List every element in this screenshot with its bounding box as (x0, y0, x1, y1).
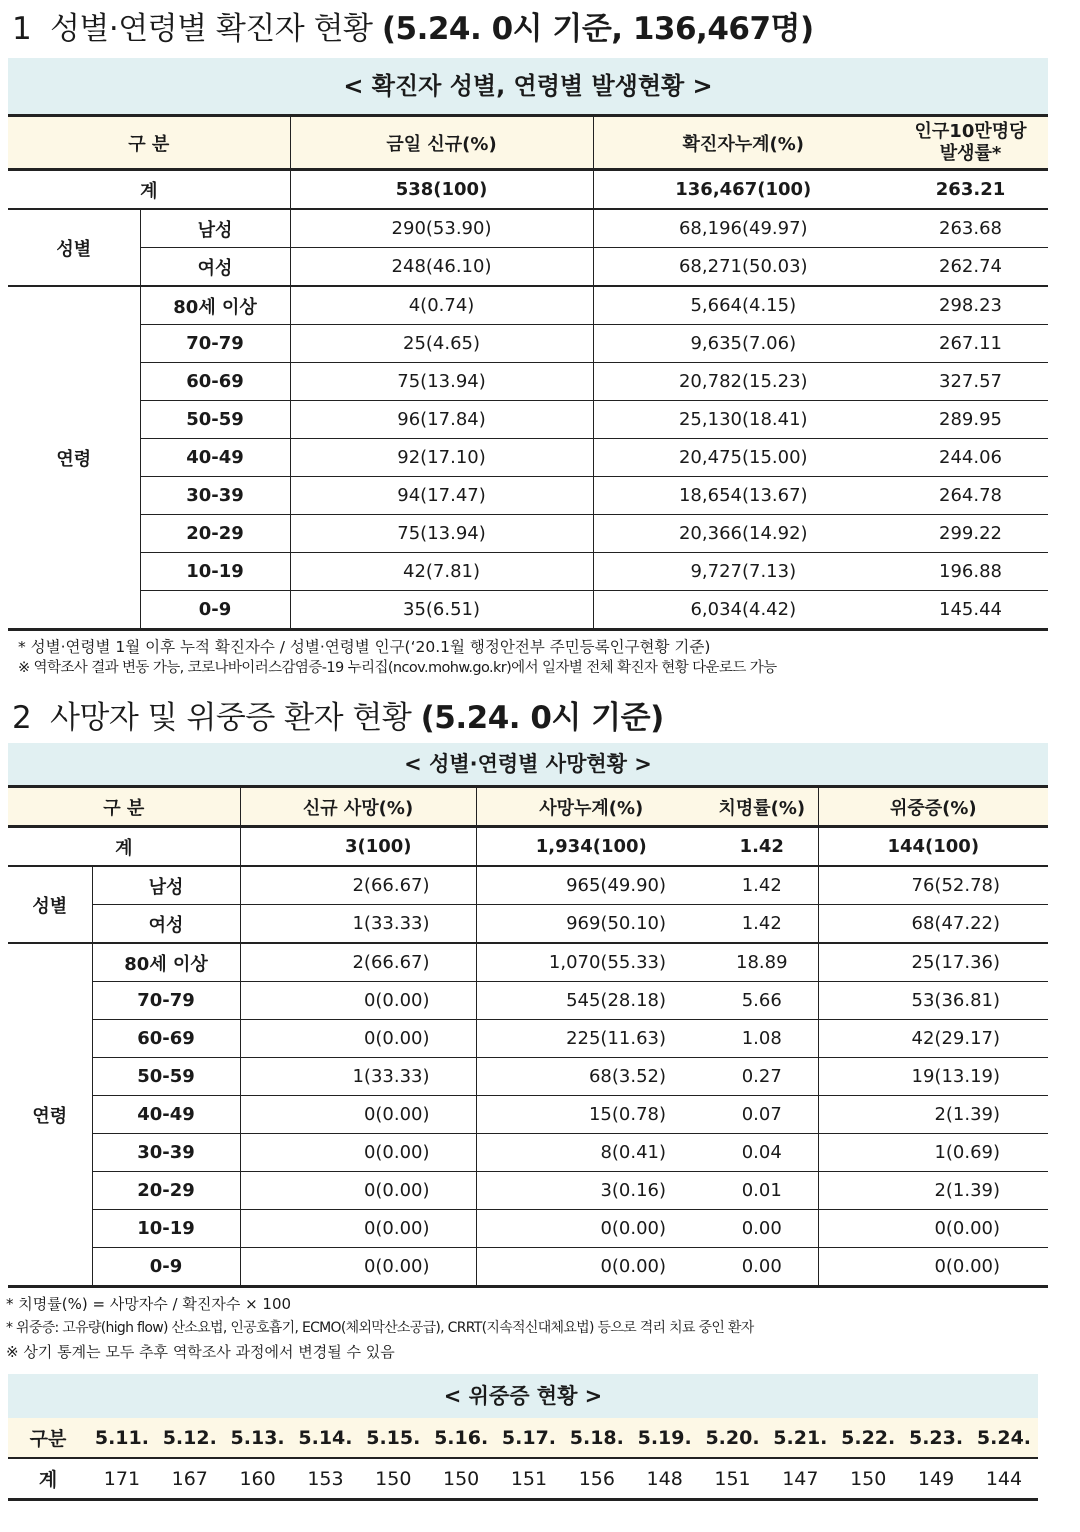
table-row (8, 1172, 1048, 1210)
row-label: 여성 (140, 248, 290, 287)
row-critical: 76(52.78) (818, 866, 1048, 905)
row-label: 남성 (140, 209, 290, 248)
row-cum: 0(0.00) (476, 1210, 706, 1248)
row-cumulative: 25,130(18.41) (593, 401, 893, 439)
section2-notes (6, 1288, 1080, 1374)
row-cum: 225(11.63) (476, 1020, 706, 1058)
row-rate: 244.06 (893, 439, 1048, 477)
row-new: 0(0.00) (240, 1172, 476, 1210)
value-cell: 150 (443, 1467, 480, 1490)
table-row (8, 1020, 1048, 1058)
row-rate: 299.22 (893, 515, 1048, 553)
row-fatality: 1.42 (706, 905, 818, 944)
row-label: 50-59 (140, 401, 290, 439)
date-cell: 5.14. (292, 1418, 360, 1458)
section1-title-text: 성별·연령별 확진자 현황 (49, 11, 373, 47)
row-label: 40-49 (92, 1096, 240, 1134)
total-new: 538(100) (290, 170, 593, 210)
sex-group-label: 성별 (8, 866, 92, 943)
row-label: 남성 (92, 866, 240, 905)
table-row (8, 439, 1048, 477)
table-row (8, 401, 1048, 439)
table-row (8, 286, 1048, 325)
row-new: 0(0.00) (240, 982, 476, 1020)
row-label: 20-29 (140, 515, 290, 553)
row-rate: 263.68 (893, 209, 1048, 248)
header-new-deaths: 신규 사망(%) (240, 787, 476, 827)
total-critical: 144(100) (818, 827, 1048, 867)
row-fatality: 18.89 (706, 943, 818, 982)
row-new: 0(0.00) (240, 1248, 476, 1287)
value-cell: 156 (578, 1467, 615, 1490)
row-critical: 68(47.22) (818, 905, 1048, 944)
row-critical: 2(1.39) (818, 1172, 1048, 1210)
row-cum: 545(28.18) (476, 982, 706, 1020)
date-cell: 5.24. (970, 1418, 1038, 1458)
row-new: 248(46.10) (290, 248, 593, 287)
header-rate-line2: 발생률* (939, 142, 1002, 164)
row-cum: 965(49.90) (476, 866, 706, 905)
row-cumulative: 5,664(4.15) (593, 286, 893, 325)
total-rate: 263.21 (893, 170, 1048, 210)
section2-note: * 치명률(%) = 사망자수 / 확진자수 × 100 (6, 1295, 292, 1313)
table-row (8, 1058, 1048, 1096)
table-row (8, 248, 1048, 287)
row-rate: 145.44 (939, 599, 1002, 620)
date-cell: 5.18. (563, 1418, 631, 1458)
table-header-row (8, 1418, 1038, 1458)
total-cum: 1,934(100) (476, 827, 706, 867)
total-label: 계 (8, 170, 290, 210)
header-fatality: 치명률(%) (706, 787, 818, 827)
row-cum: 15(0.78) (476, 1096, 706, 1134)
table-row (8, 866, 1048, 905)
row-label: 10-19 (92, 1210, 240, 1248)
total-row (8, 170, 1048, 210)
row-rate: 327.57 (893, 363, 1048, 401)
table-header-row (8, 116, 1048, 170)
table-row (8, 905, 1048, 944)
row-cum: 68(3.52) (476, 1058, 706, 1096)
row-new: 92(17.10) (290, 439, 593, 477)
date-cell: 5.23. (902, 1418, 970, 1458)
table-header-row (8, 787, 1048, 827)
table-row (8, 209, 1048, 248)
row-new: 75(13.94) (290, 363, 593, 401)
value-cell: 150 (850, 1467, 887, 1490)
date-cell: 5.11. (88, 1418, 156, 1458)
date-cell: 5.19. (631, 1418, 699, 1458)
date-cell: 5.13. (224, 1418, 292, 1458)
table-row (8, 1458, 1038, 1500)
header-new-today: 금일 신규(%) (290, 116, 593, 170)
section2-title-text: 사망자 및 위중증 환자 현황 (49, 700, 412, 736)
row-label: 20-29 (92, 1172, 240, 1210)
section1-number: 1 (12, 11, 32, 47)
section2-note: * 위중증: 고유량(high flow) 산소요법, 인공호흡기, ECMO(체외막산소공급), CRRT(지속적신대체요법) 등으로 격리 치료 중인 환자 (6, 1320, 754, 1336)
date-cell: 5.16. (427, 1418, 495, 1458)
row-fatality: 0.04 (706, 1134, 818, 1172)
table-row (8, 943, 1048, 982)
row-rate: 264.78 (893, 477, 1048, 515)
row-cum: 8(0.41) (476, 1134, 706, 1172)
row-rate: 262.74 (893, 248, 1048, 287)
value-cell: 153 (307, 1467, 344, 1490)
row-new: 94(17.47) (290, 477, 593, 515)
row-cumulative: 68,271(50.03) (593, 248, 893, 287)
table-row (8, 1210, 1048, 1248)
header-rate (893, 116, 1048, 170)
row-label: 0-9 (92, 1248, 240, 1287)
row-label: 50-59 (92, 1058, 240, 1096)
age-group-label: 연령 (8, 943, 92, 1287)
table-row (8, 1248, 1048, 1287)
row-label: 60-69 (92, 1020, 240, 1058)
value-cell: 151 (714, 1467, 751, 1490)
table-row (8, 553, 1048, 591)
row-label: 30-39 (92, 1134, 240, 1172)
value-cell: 144 (985, 1467, 1023, 1490)
row-fatality: 5.66 (706, 982, 818, 1020)
section2-banner: < 성별·연령별 사망현황 > (8, 743, 1048, 785)
row-new: 96(17.84) (290, 401, 593, 439)
total-fatality: 1.42 (706, 827, 818, 867)
header-category: 구 분 (8, 787, 240, 827)
row-critical: 0(0.00) (934, 1256, 1001, 1277)
critical-trend-banner: < 위중증 현황 > (8, 1374, 1038, 1418)
row-new: 42(7.81) (290, 553, 593, 591)
table-row (8, 363, 1048, 401)
row-new: 75(13.94) (290, 515, 593, 553)
row-critical: 53(36.81) (818, 982, 1048, 1020)
date-cell: 5.17. (495, 1418, 563, 1458)
row-critical: 1(0.69) (818, 1134, 1048, 1172)
value-cell: 150 (375, 1467, 412, 1490)
row-fatality: 1.08 (706, 1020, 818, 1058)
row-critical: 42(29.17) (818, 1020, 1048, 1058)
date-cell: 5.22. (834, 1418, 902, 1458)
row-new: 0(0.00) (240, 1134, 476, 1172)
row-cumulative: 18,654(13.67) (593, 477, 893, 515)
row-fatality: 0.27 (706, 1058, 818, 1096)
row-cum: 1,070(55.33) (476, 943, 706, 982)
date-cell: 5.21. (766, 1418, 834, 1458)
date-cell: 5.15. (359, 1418, 427, 1458)
total-label: 계 (8, 827, 240, 867)
row-new: 0(0.00) (240, 1210, 476, 1248)
date-cell: 5.12. (156, 1418, 224, 1458)
row-new: 1(33.33) (240, 905, 476, 944)
row-label: 40-49 (140, 439, 290, 477)
value-cell: 151 (510, 1467, 548, 1490)
row-fatality: 0.07 (706, 1096, 818, 1134)
row-cumulative: 20,366(14.92) (593, 515, 893, 553)
section2-note: ※ 상기 통계는 모두 추후 역학조사 과정에서 변경될 수 있음 (6, 1343, 395, 1361)
header-category: 구 분 (8, 116, 290, 170)
sex-group-label: 성별 (8, 209, 140, 286)
section1-note: ※ 역학조사 결과 변동 가능, 코로나바이러스감염증-19 누리집(ncov.mohw.go.kr)에서 일자별 전체 확진자 현황 다운로드 가능 (18, 660, 777, 676)
row-cumulative: 9,635(7.06) (593, 325, 893, 363)
section1-notes (18, 631, 1080, 693)
row-cum: 0(0.00) (600, 1256, 667, 1277)
row-cumulative: 68,196(49.97) (593, 209, 893, 248)
section1-title (0, 0, 1080, 58)
row-label: 70-79 (92, 982, 240, 1020)
row-rate: 289.95 (893, 401, 1048, 439)
value-cell: 160 (239, 1467, 276, 1490)
section2-title-bold: (5.24. 0시 기준) (420, 700, 664, 736)
total-cumulative: 136,467(100) (593, 170, 893, 210)
value-cell: 167 (171, 1467, 208, 1490)
section2-number: 2 (12, 700, 32, 736)
total-row (8, 827, 1048, 867)
table-row (8, 982, 1048, 1020)
header-rate-line1: 인구10만명당 (914, 120, 1027, 142)
value-cell: 171 (103, 1467, 141, 1490)
header-critical: 위중증(%) (818, 787, 1048, 827)
header-cum-deaths: 사망누계(%) (476, 787, 706, 827)
row-fatality: 1.42 (706, 866, 818, 905)
table-row (8, 477, 1048, 515)
total-new: 3(100) (240, 827, 476, 867)
row-new: 4(0.74) (290, 286, 593, 325)
table-row (8, 591, 1048, 630)
row-label: 계 (38, 1469, 58, 1491)
row-cum: 969(50.10) (476, 905, 706, 944)
row-new: 2(66.67) (240, 943, 476, 982)
row-new: 0(0.00) (240, 1096, 476, 1134)
header-cumulative: 확진자누계(%) (593, 116, 893, 170)
row-cumulative: 20,475(15.00) (593, 439, 893, 477)
date-cell: 5.20. (699, 1418, 767, 1458)
row-new: 2(66.67) (240, 866, 476, 905)
row-label: 70-79 (140, 325, 290, 363)
row-label: 10-19 (140, 553, 290, 591)
row-cumulative: 6,034(4.42) (690, 599, 797, 620)
row-cumulative: 9,727(7.13) (593, 553, 893, 591)
row-new: 35(6.51) (290, 591, 593, 630)
row-cum: 3(0.16) (476, 1172, 706, 1210)
confirmed-cases-table (8, 114, 1048, 631)
row-critical: 2(1.39) (818, 1096, 1048, 1134)
age-group-label: 연령 (8, 286, 140, 630)
row-fatality: 0.00 (706, 1248, 818, 1287)
section1-title-bold: (5.24. 0시 기준, 136,467명) (381, 11, 814, 47)
row-new: 290(53.90) (290, 209, 593, 248)
table-row (8, 1096, 1048, 1134)
section1-banner: < 확진자 성별, 연령별 발생현황 > (8, 58, 1048, 114)
critical-trend-table (8, 1418, 1038, 1501)
row-new: 1(33.33) (240, 1058, 476, 1096)
value-cell: 147 (782, 1467, 819, 1490)
row-label: 60-69 (140, 363, 290, 401)
header-label: 구분 (8, 1418, 88, 1458)
row-label: 여성 (92, 905, 240, 944)
row-rate: 196.88 (893, 553, 1048, 591)
row-new: 0(0.00) (240, 1020, 476, 1058)
row-label: 80세 이상 (92, 943, 240, 982)
table-row (8, 1134, 1048, 1172)
row-label: 30-39 (140, 477, 290, 515)
row-critical: 19(13.19) (818, 1058, 1048, 1096)
row-fatality: 0.01 (706, 1172, 818, 1210)
row-rate: 298.23 (893, 286, 1048, 325)
row-new: 25(4.65) (290, 325, 593, 363)
section1-note: * 성별·연령별 1월 이후 누적 확진자수 / 성별·연령별 인구(‘20.1월 행정안전부 주민등록인구현황 기준) (18, 638, 711, 656)
value-cell: 148 (646, 1467, 683, 1490)
value-cell: 149 (917, 1467, 955, 1490)
row-label: 0-9 (140, 591, 290, 630)
row-fatality: 0.00 (706, 1210, 818, 1248)
table-row (8, 515, 1048, 553)
row-cumulative: 20,782(15.23) (593, 363, 893, 401)
row-label: 80세 이상 (140, 286, 290, 325)
deaths-table (8, 785, 1048, 1288)
row-rate: 267.11 (893, 325, 1048, 363)
row-critical: 0(0.00) (818, 1210, 1048, 1248)
section2-title (0, 693, 1080, 743)
row-critical: 25(17.36) (818, 943, 1048, 982)
table-row (8, 325, 1048, 363)
